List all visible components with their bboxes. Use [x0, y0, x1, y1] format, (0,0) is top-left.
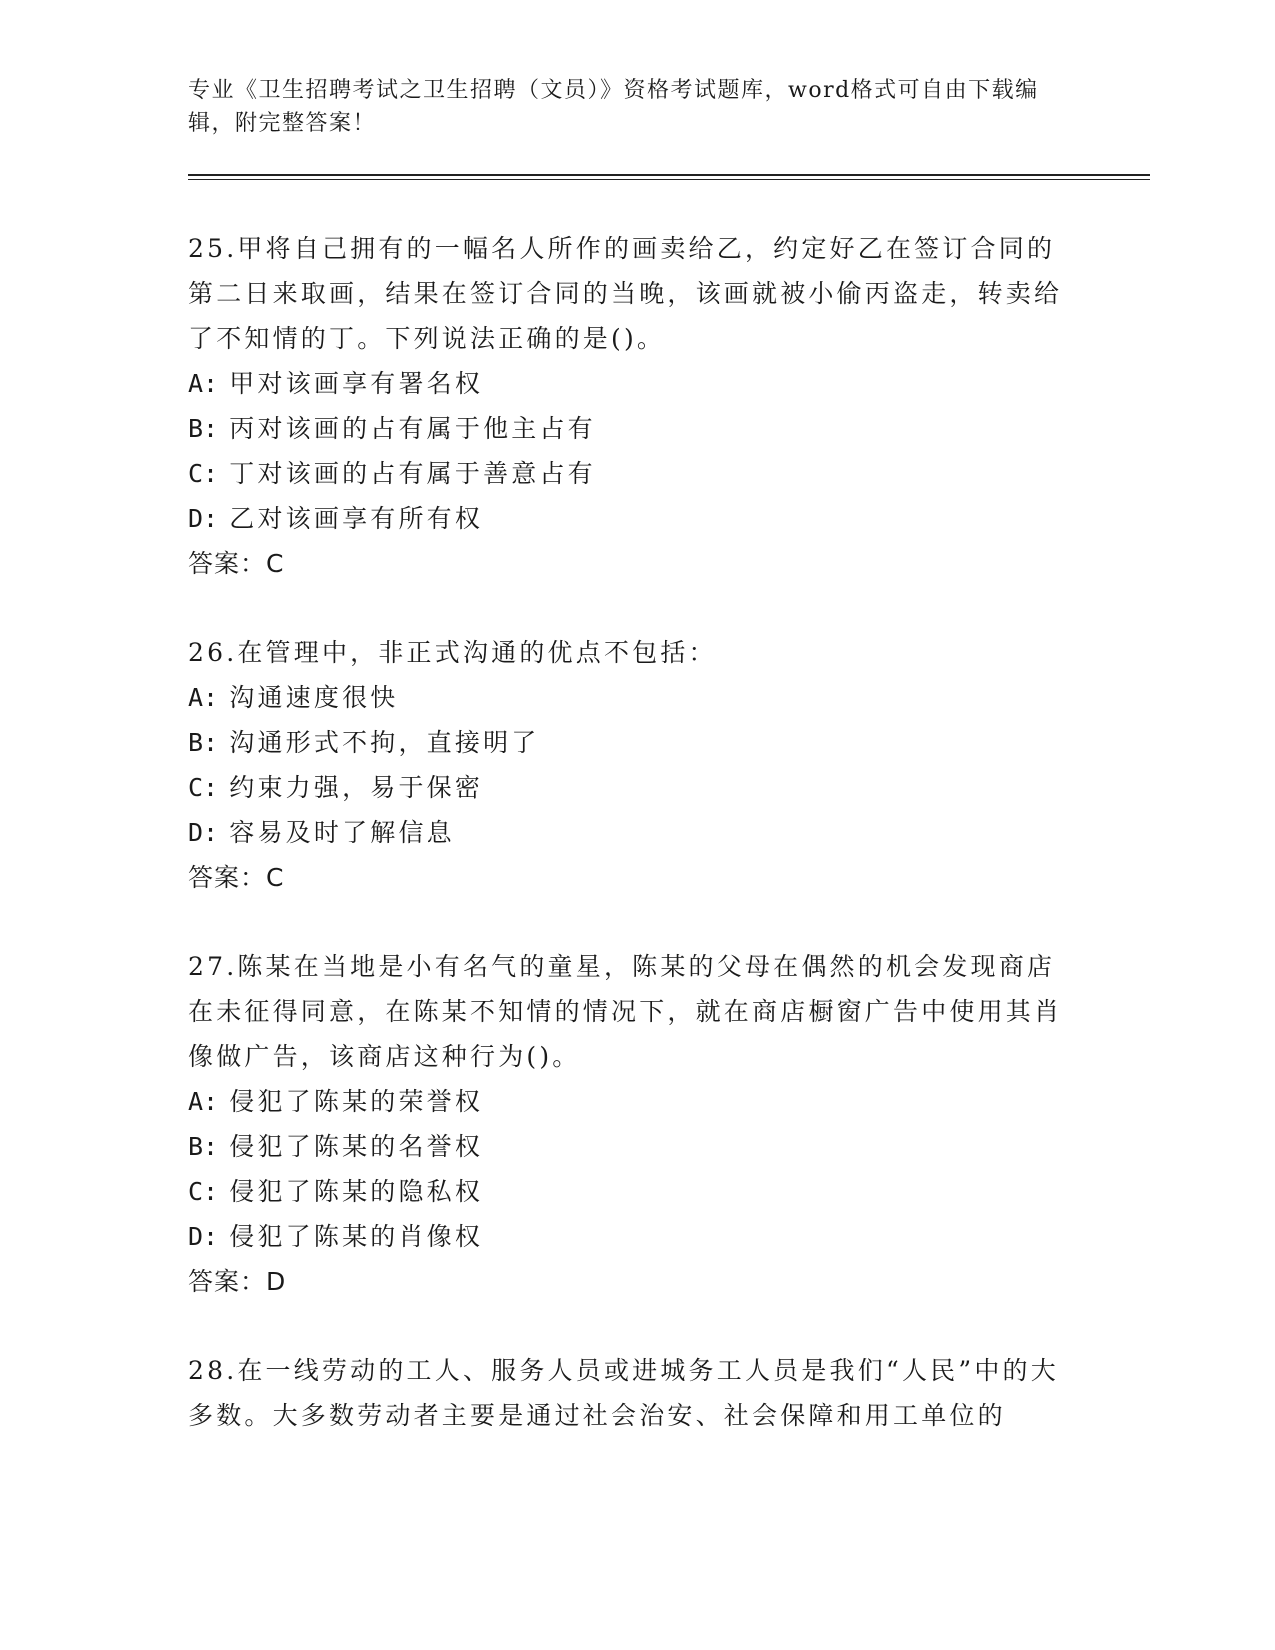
answer-line: 答案：C: [188, 863, 285, 892]
option-a: [188, 675, 1148, 720]
option-text: 约束力强，易于保密: [229, 773, 484, 802]
option-key: C:: [188, 1177, 219, 1206]
header-note: 专业《卫生招聘考试之卫生招聘（文员）》资格考试题库，word格式可自由下载编辑，附完整答案！: [188, 78, 1039, 136]
option-key: A:: [188, 683, 219, 712]
question-text: 甲将自己拥有的一幅名人所作的画卖给乙，约定好乙在签订合同的第二日来取画，结果在签订合同的当晚，该画就被小偷丙盗走，转卖给了不知情的丁。下列说法正确的是()。: [188, 234, 1063, 353]
answer-line: 答案：D: [188, 1267, 287, 1296]
option-a: [188, 361, 1148, 406]
option-d: [188, 1214, 1148, 1259]
option-key: B:: [188, 728, 219, 757]
option-c: [188, 451, 1148, 496]
option-text: 丙对该画的占有属于他主占有: [229, 414, 596, 443]
question-28: [188, 1348, 1148, 1438]
option-c: [188, 765, 1148, 810]
option-b: [188, 720, 1148, 765]
question-stem: [188, 630, 1078, 675]
option-key: D:: [188, 818, 219, 847]
question-text: 在一线劳动的工人、服务人员或进城务工人员是我们“人民”中的大多数。大多数劳动者主要是通过社会治安、社会保障和用工单位的: [188, 1356, 1059, 1430]
question-27: [188, 944, 1148, 1304]
option-d: [188, 810, 1148, 855]
option-text: 侵犯了陈某的肖像权: [229, 1222, 484, 1251]
question-text: 在管理中，非正式沟通的优点不包括：: [237, 638, 717, 667]
option-text: 丁对该画的占有属于善意占有: [229, 459, 596, 488]
option-text: 侵犯了陈某的名誉权: [229, 1132, 484, 1161]
option-text: 侵犯了陈某的隐私权: [229, 1177, 484, 1206]
question-26: [188, 630, 1148, 900]
option-text: 沟通形式不拘，直接明了: [229, 728, 540, 757]
question-stem: [188, 944, 1078, 1079]
question-stem: [188, 226, 1078, 361]
option-key: A:: [188, 369, 219, 398]
document-page: [188, 74, 1148, 1482]
option-b: [188, 1124, 1148, 1169]
question-stem: [188, 1348, 1078, 1438]
header-divider: [188, 174, 1150, 176]
option-key: D:: [188, 504, 219, 533]
question-number: 28.: [188, 1356, 238, 1385]
option-d: [188, 496, 1148, 541]
option-text: 沟通速度很快: [229, 683, 399, 712]
option-text: 侵犯了陈某的荣誉权: [229, 1087, 484, 1116]
option-b: [188, 406, 1148, 451]
option-text: 甲对该画享有署名权: [229, 369, 484, 398]
option-c: [188, 1169, 1148, 1214]
option-key: B:: [188, 1132, 219, 1161]
question-text: 陈某在当地是小有名气的童星，陈某的父母在偶然的机会发现商店在未征得同意，在陈某不知情的情况下，就在商店橱窗广告中使用其肖像做广告，该商店这种行为()。: [188, 952, 1063, 1071]
question-number: 27.: [188, 952, 238, 981]
option-key: A:: [188, 1087, 219, 1116]
option-key: B:: [188, 414, 219, 443]
option-a: [188, 1079, 1148, 1124]
question-25: [188, 226, 1148, 586]
question-number: 26.: [188, 638, 238, 667]
option-key: C:: [188, 459, 219, 488]
option-text: 乙对该画享有所有权: [229, 504, 484, 533]
question-number: 25.: [188, 234, 238, 263]
answer-line: 答案：C: [188, 549, 285, 578]
option-text: 容易及时了解信息: [229, 818, 455, 847]
option-key: D:: [188, 1222, 219, 1251]
option-key: C:: [188, 773, 219, 802]
question-list: [188, 226, 1148, 1438]
